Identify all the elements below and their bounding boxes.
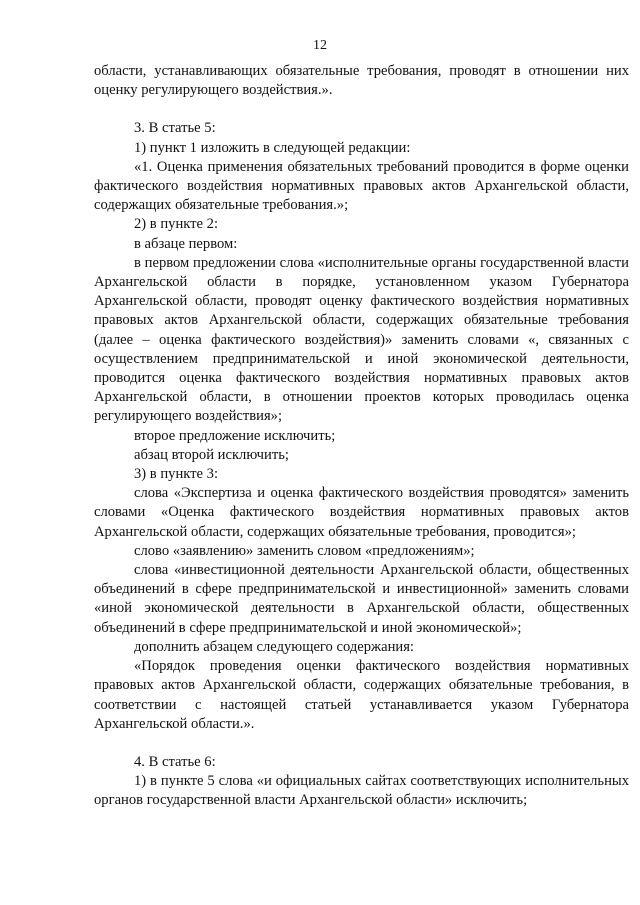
paragraph: в первом предложении слова «исполнительные органы государственной власти Архангельской области в порядке, установленном указом Губернатора Архангельской области, проводят оценку фактического воздействия нормативных правовых актов Архангельской области, содержащих обязательные требования (далее – оценка фактического воздействия)» заменить словами «, связанных с осуществлением предпринимательской и иной экономической деятельности, проводится оценка фактического воздействия нормативных правовых актов Архангельской области, в отношении проектов которых проводилась оценка регулирующего воздействия»;: [94, 254, 629, 425]
paragraph: второе предложение исключить;: [134, 427, 336, 444]
paragraph-spacer: [94, 734, 629, 753]
paragraph: 2) в пункте 2:: [134, 216, 219, 233]
page-number: 12: [313, 38, 327, 53]
paragraph: слова «инвестиционной деятельности Архангельской области, общественных объединений в сфере предпринимательской и инвестиционной» заменить словами «иной экономической деятельности в Архангельской области, общественных объединений в сфере предпринимательской и иной экономической»;: [94, 562, 629, 636]
paragraph: «Порядок проведения оценки фактического воздействия нормативных правовых актов Архангельской области, содержащих обязательные требования, в соответствии с настоящей статьей устанавливается указом Губернатора Архангельской области.».: [94, 658, 629, 732]
paragraph: «1. Оценка применения обязательных требований проводится в форме оценки фактического воздействия нормативных правовых актов Архангельской области, содержащих обязательные требования.»;: [94, 158, 629, 214]
paragraph-spacer: [94, 100, 629, 119]
paragraph: 3) в пункте 3:: [134, 466, 219, 483]
paragraph: 1) пункт 1 изложить в следующей редакции:: [134, 139, 411, 156]
document-body: [94, 62, 629, 811]
paragraph: дополнить абзацем следующего содержания:: [134, 638, 414, 655]
paragraph: 3. В статье 5:: [134, 120, 216, 137]
paragraph: 4. В статье 6:: [134, 753, 216, 770]
paragraph: абзац второй исключить;: [134, 446, 289, 463]
paragraph: слова «Экспертиза и оценка фактического воздействия проводятся» заменить словами «Оценка фактического воздействия нормативных правовых актов Архангельской области, содержащих обязательные требования, проводится»;: [94, 485, 629, 540]
paragraph: в абзаце первом:: [134, 235, 238, 252]
paragraph: 1) в пункте 5 слова «и официальных сайтах соответствующих исполнительных органов государственной власти Архангельской области» исключить;: [94, 773, 629, 809]
paragraph: области, устанавливающих обязательные требования, проводят в отношении них оценку регулирующего воздействия.».: [94, 63, 629, 99]
paragraph: слово «заявлению» заменить словом «предложениям»;: [134, 542, 475, 559]
